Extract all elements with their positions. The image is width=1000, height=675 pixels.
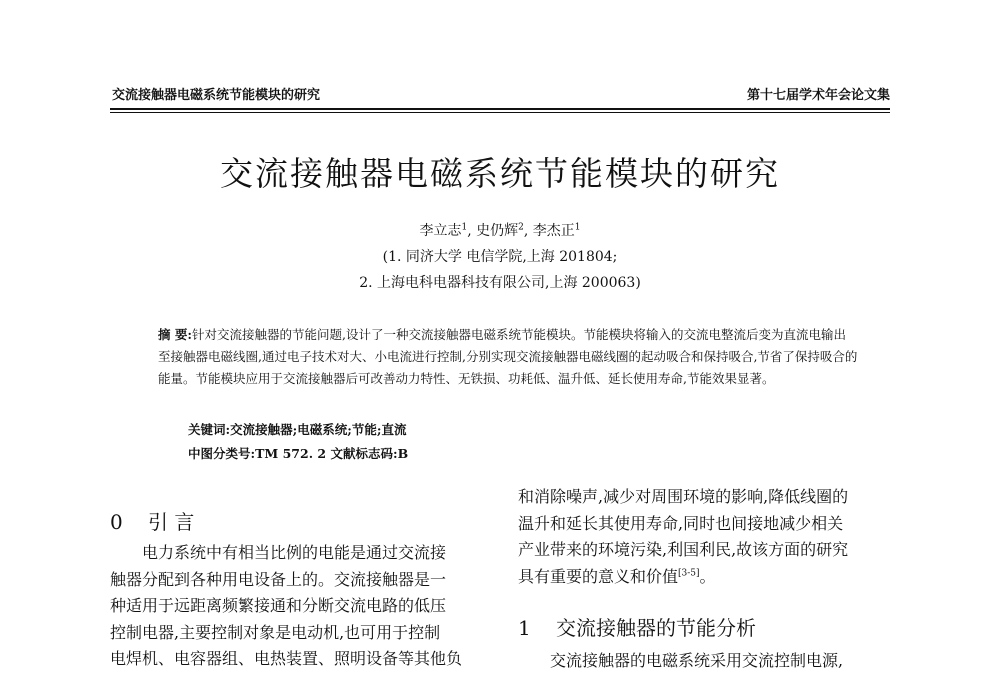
header-rule-thin <box>110 112 890 113</box>
body-line: 种适用于远距离频繁接通和分断交流电路的低压 <box>110 596 447 615</box>
author-name: 李杰正 <box>532 223 575 239</box>
author-name: 李立志 <box>419 223 462 239</box>
abstract-text: 针对交流接触器的节能问题,设计了一种交流接触器电磁系统节能模块。节能模块将输入的交流电整流后变为直流电输出至接触器电磁线圈,通过电子技术对大、小电流进行控制,分别实现交流接触器电磁线圈的起动吸合和保持吸合,节省了保持吸合的能量。节能模块应用于交流接触器后可改善动力特性、无铁损、功耗低、温升低、延长使用寿命,节能效果显著。 <box>158 327 858 386</box>
running-header-right: 第十七届学术年会论文集 <box>746 88 890 103</box>
body-line: 电焊机、电容器组、电热装置、照明设备等其他负 <box>110 649 463 668</box>
body-text: 。 <box>699 566 716 586</box>
author-affil-mark: 1 <box>574 222 581 233</box>
right-column-body <box>518 484 893 590</box>
affiliation-2: 2. 上海电科电器科技有限公司,上海 200063) <box>359 275 641 291</box>
body-line: 温升和延长其使用寿命,同时也间接地减少相关 <box>518 513 844 533</box>
running-header-left: 交流接触器电磁系统节能模块的研究 <box>112 88 321 103</box>
paper-title: 交流接触器电磁系统节能模块的研究 <box>220 154 780 193</box>
body-text: 具有重要的意义和价值 <box>518 566 679 586</box>
body-line: 触器分配到各种用电设备上的。交流接触器是一 <box>110 569 447 589</box>
author-affil-mark: 1 <box>461 222 468 233</box>
body-line: 电力系统中有相当比例的电能是通过交流接 <box>110 543 447 562</box>
right-column-body-2 <box>518 648 893 675</box>
left-column-body <box>110 540 485 673</box>
body-line: 交流接触器的电磁系统采用交流控制电源, <box>518 651 844 670</box>
author-affil-mark: 2 <box>518 222 524 233</box>
section-heading-energy-analysis <box>518 612 756 641</box>
body-line-with-citation <box>518 564 893 591</box>
section-title: 引 言 <box>148 510 195 534</box>
abstract <box>158 324 858 390</box>
affiliation-1: (1. 同济大学 电信学院,上海 201804; <box>382 249 618 265</box>
section-heading-introduction <box>110 506 194 535</box>
section-title: 交流接触器的节能分析 <box>556 616 756 640</box>
body-line: 产业带来的环境污染,利国利民,故该方面的研究 <box>518 540 849 559</box>
abstract-label: 摘 要: <box>158 327 192 342</box>
citation-ref: [3-5] <box>678 568 700 579</box>
section-number: 1 <box>518 616 531 640</box>
classification-codes: 中图分类号:TM 572. 2 文献标志码:B <box>188 446 409 461</box>
author-list: 李立志$^1$, 史仍辉$^2$, 李杰正$^1$ <box>419 222 581 239</box>
section-number: 0 <box>110 510 123 534</box>
body-line: 控制电器,主要控制对象是电动机,也可用于控制 <box>110 622 441 642</box>
keywords: 关键词:交流接触器;电磁系统;节能;直流 <box>188 422 407 437</box>
header-rule-thick <box>110 108 890 110</box>
author-name: 史仍辉 <box>476 223 519 239</box>
body-line: 和消除噪声,减少对周围环境的影响,降低线圈的 <box>518 487 849 506</box>
